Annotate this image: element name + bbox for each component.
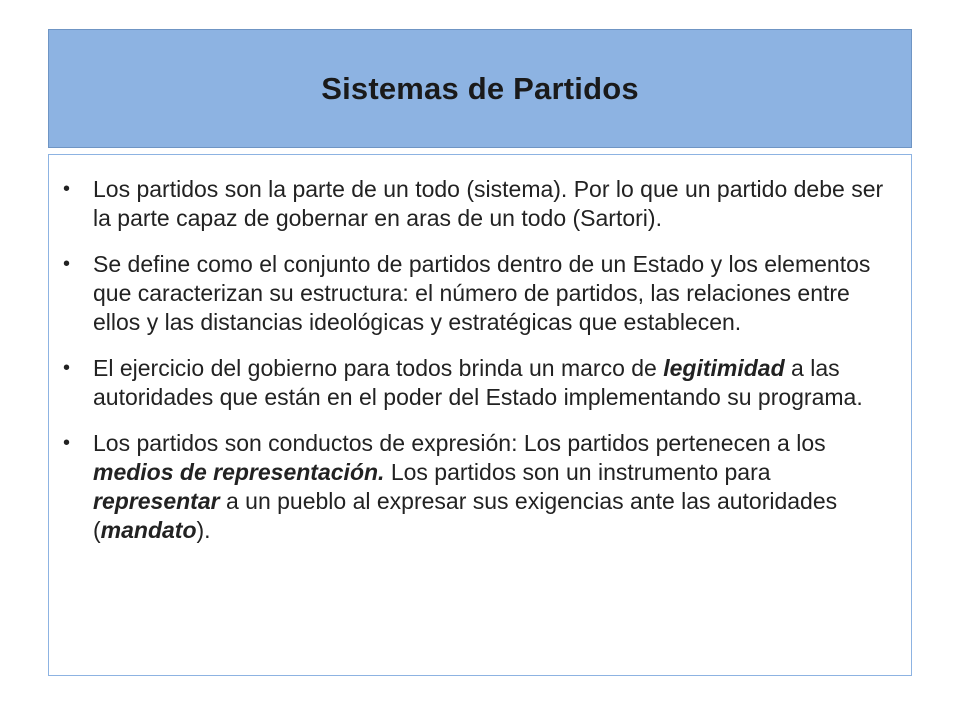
bullet-dot-icon: • — [63, 178, 71, 200]
bullet-item-1 — [63, 175, 903, 233]
emphasis-text: medios de representación. — [93, 459, 385, 485]
slide-title: Sistemas de Partidos — [321, 70, 639, 106]
bullet-text-part: Los partidos son un instrumento para — [384, 459, 771, 485]
bullet-text — [93, 355, 863, 410]
bullet-text-part: ). — [196, 517, 211, 543]
bullet-text-part: El ejercicio del gobierno para todos brinda un marco de — [93, 355, 664, 381]
bullet-text — [93, 430, 837, 543]
bullet-dot-icon: • — [63, 253, 71, 275]
bullet-text-part: a las autoridades que están en el poder del Estado implementando su programa. — [93, 355, 863, 410]
bullet-text: Los partidos son la parte de un todo (sistema). Por lo que un partido debe ser la parte capaz de gobernar en aras de un todo (Sartori). — [93, 176, 884, 231]
bullet-list — [63, 175, 903, 562]
bullet-item-4 — [63, 429, 903, 545]
bullet-text-part: a un pueblo al expresar sus exigencias ante las autoridades ( — [93, 488, 838, 543]
bullet-dot-icon: • — [63, 357, 71, 379]
emphasis-text: mandato — [100, 517, 197, 543]
bullet-text-part: Los partidos son conductos de expresión: Los partidos pertenecen a los — [93, 430, 826, 456]
emphasis-text: representar — [93, 488, 220, 514]
bullet-text: Se define como el conjunto de partidos dentro de un Estado y los elementos que caracterizan su estructura: el número de partidos, las relaciones entre ellos y las distancias ideológicas y estratégicas que establecen. — [93, 251, 871, 335]
bullet-dot-icon: • — [63, 432, 71, 454]
bullet-item-3 — [63, 354, 903, 412]
title-banner — [48, 29, 912, 148]
content-panel — [48, 154, 912, 676]
emphasis-text: legitimidad — [663, 355, 785, 381]
bullet-item-2 — [63, 250, 903, 337]
